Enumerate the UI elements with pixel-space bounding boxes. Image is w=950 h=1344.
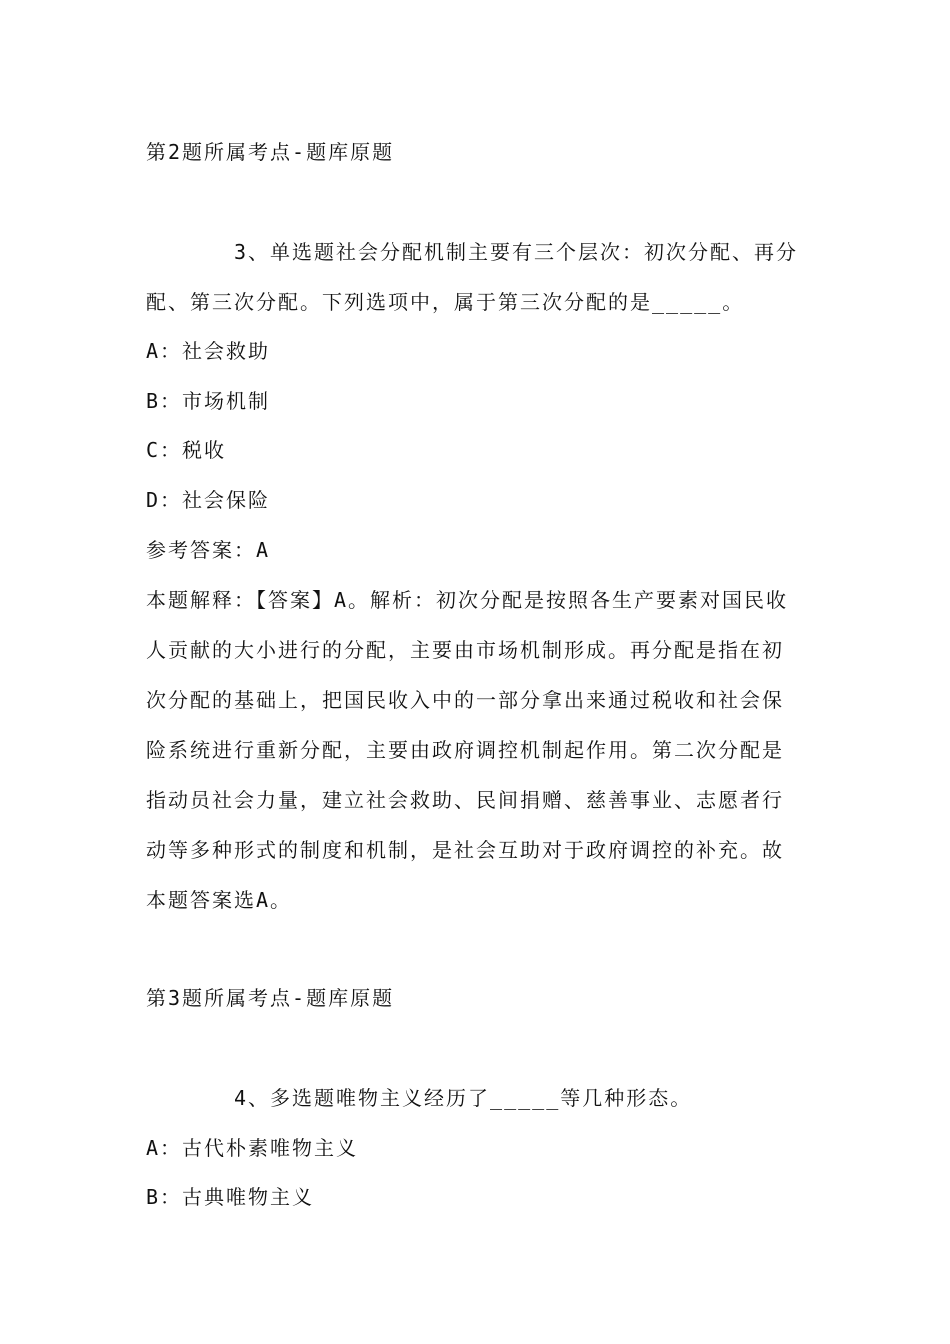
reference-answer: 参考答案：A <box>146 538 271 562</box>
question-text-line: 配、第三次分配。下列选项中，属于第三次分配的是_____。 <box>146 290 745 314</box>
option-c: C：税收 <box>146 438 227 462</box>
option-b: B：古典唯物主义 <box>146 1185 315 1209</box>
explanation-line: 人贡献的大小进行的分配，主要由市场机制形成。再分配是指在初 <box>146 638 784 662</box>
question-text-line: 3、单选题社会分配机制主要有三个层次：初次分配、再分 <box>234 240 799 264</box>
explanation-line: 次分配的基础上，把国民收入中的一部分拿出来通过税收和社会保 <box>146 688 784 712</box>
explanation-line: 指动员社会力量，建立社会救助、民间捐赠、慈善事业、志愿者行 <box>146 788 784 812</box>
question-text-line: 4、多选题唯物主义经历了_____等几种形态。 <box>234 1086 693 1110</box>
option-d: D：社会保险 <box>146 488 271 512</box>
option-b: B：市场机制 <box>146 389 271 413</box>
explanation-line: 本题答案选A。 <box>146 888 293 912</box>
explanation-line: 本题解释：【答案】A。解析：初次分配是按照各生产要素对国民收 <box>146 588 789 612</box>
explanation-line: 险系统进行重新分配，主要由政府调控机制起作用。第二次分配是 <box>146 738 784 762</box>
section-point-label: 第3题所属考点-题库原题 <box>146 986 395 1010</box>
explanation-line: 动等多种形式的制度和机制，是社会互助对于政府调控的补充。故 <box>146 838 784 862</box>
option-a: A：古代朴素唯物主义 <box>146 1136 359 1160</box>
option-a: A：社会救助 <box>146 339 271 363</box>
section-point-label: 第2题所属考点-题库原题 <box>146 140 395 164</box>
